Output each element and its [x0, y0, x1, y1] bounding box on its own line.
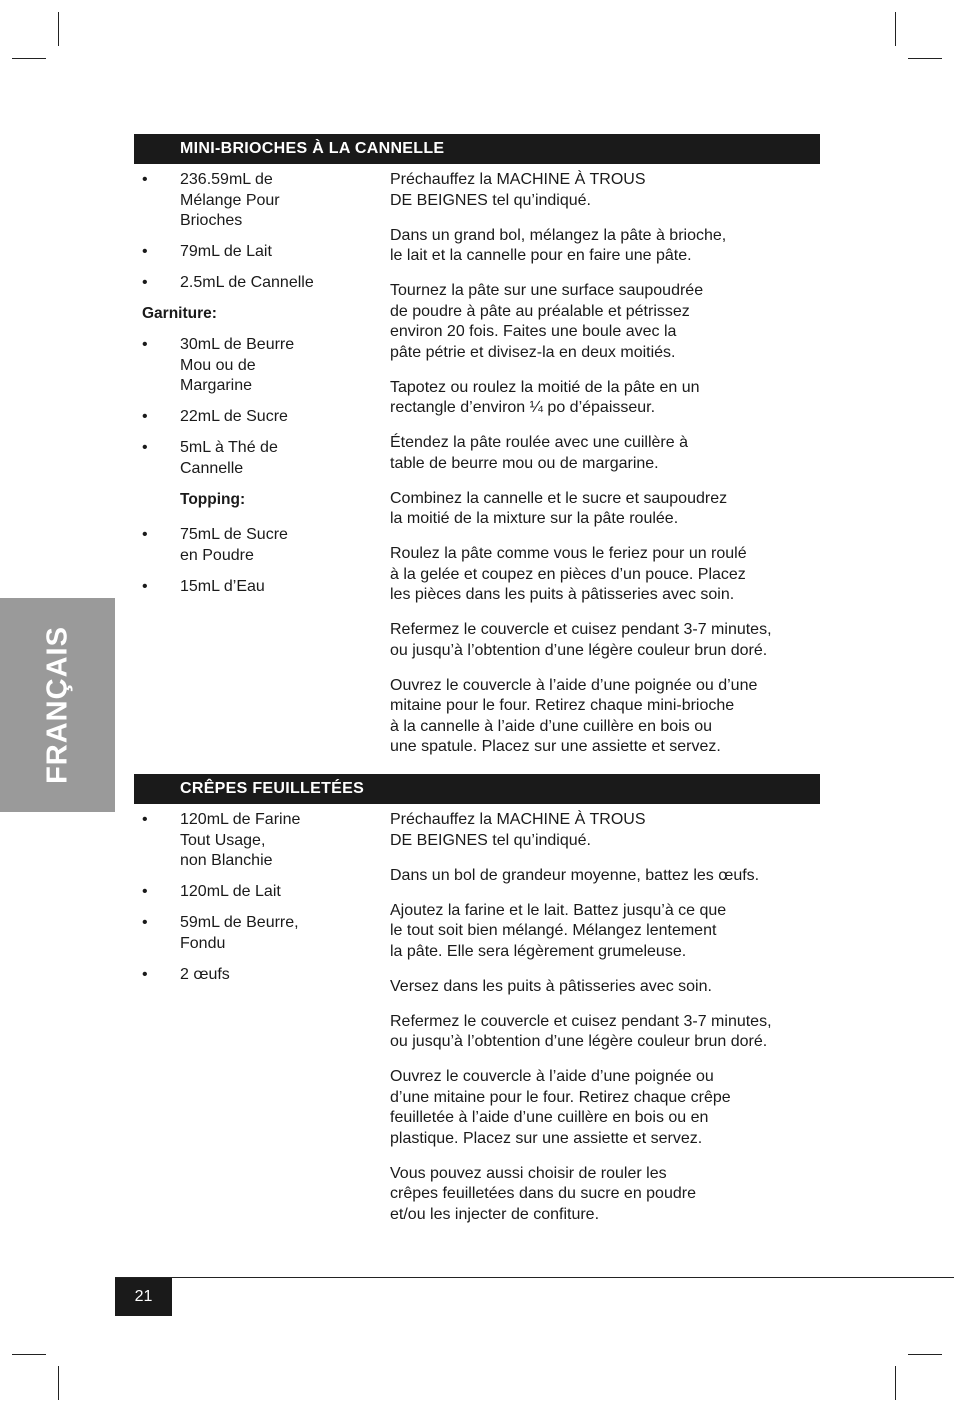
bullet-icon: •: [142, 883, 148, 900]
ingredient-text: 75mL de Sucre en Poudre: [180, 526, 288, 564]
topping-heading: Topping:: [180, 490, 246, 508]
ingredient-text: 236.59mL de Mélange Pour Brioches: [180, 171, 280, 229]
instruction-step: Ouvrez le couvercle à l’aide d’une poignée ou d’une mitaine pour le four. Retirez chaque mini-brioche à la cannelle à l’aide d’une cuillère en bois ou une spatule. Placez sur une assiette et servez.: [390, 676, 758, 755]
ingredient-text: 2.5mL de Cannelle: [180, 274, 314, 291]
bullet-icon: •: [142, 171, 148, 188]
instruction-step: Étendez la pâte roulée avec une cuillère à table de beurre mou ou de margarine.: [390, 434, 688, 472]
crop-mark: [895, 1366, 896, 1400]
bullet-icon: •: [142, 965, 148, 983]
bullet-icon: •: [142, 577, 148, 595]
ingredient-item: [142, 335, 372, 397]
ingredient-item: [142, 170, 372, 232]
instruction-step: Roulez la pâte comme vous le feriez pour un roulé à la gelée et coupez en pièces d’un pouce. Placez les pièces dans les puits à pâtisseries avec soin.: [390, 545, 747, 603]
instruction-step: Dans un bol de grandeur moyenne, battez les œufs.: [390, 866, 760, 884]
bullet-icon: •: [142, 914, 148, 931]
ingredient-text: 15mL d’Eau: [180, 577, 265, 595]
topping-list: [142, 525, 372, 597]
crop-mark: [58, 12, 59, 46]
instruction-step: Versez dans les puits à pâtisseries avec soin.: [390, 977, 712, 995]
ingredient-list: [142, 170, 372, 294]
ingredient-item: [142, 577, 372, 598]
ingredients-column: [142, 810, 372, 996]
instructions-column: [390, 170, 820, 772]
crop-mark: [895, 12, 896, 46]
bullet-icon: •: [142, 408, 148, 425]
recipe-title-bar: [134, 134, 820, 164]
recipe-title-bar: [134, 774, 820, 804]
crop-mark: [12, 1354, 46, 1355]
instruction-step: Tapotez ou roulez la moitié de la pâte en un rectangle d’environ ¼ po d’épaisseur.: [390, 378, 700, 416]
ingredient-text: 22mL de Sucre: [180, 408, 288, 425]
crop-mark: [908, 58, 942, 59]
instruction-step: Ouvrez le couvercle à l’aide d’une poignée ou d’une mitaine pour le four. Retirez chaque crêpe feuilletée à l’aide d’une cuillère en bois ou en plastique. Placez sur une assiette et servez.: [390, 1068, 731, 1147]
ingredient-text: 120mL de Farine Tout Usage, non Blanchie: [180, 811, 301, 869]
instruction-step: Préchauffez la MACHINE À TROUS DE BEIGNES tel qu’indiqué.: [390, 171, 646, 209]
ingredient-text: 79mL de Lait: [180, 243, 272, 260]
ingredient-item: [142, 273, 372, 294]
instruction-step: Refermez le couvercle et cuisez pendant 3-7 minutes, ou jusqu’à l’obtention d’une légère couleur brun doré.: [390, 1012, 772, 1050]
garniture-heading: Garniture:: [142, 305, 217, 322]
ingredient-item: [142, 407, 372, 428]
ingredient-item: [142, 965, 372, 986]
ingredient-item: [142, 810, 372, 872]
language-tab: [0, 598, 115, 812]
bullet-icon: •: [142, 274, 148, 291]
instruction-step: Ajoutez la farine et le lait. Battez jusqu’à ce que le tout soit bien mélangé. Mélangez lentement la pâte. Elle sera légèrement grumeleuse.: [390, 901, 727, 960]
instruction-step: Tournez la pâte sur une surface saupoudrée de poudre à pâte au préalable et pétrissez environ 20 fois. Faites une boule avec la pâte pétrie et divisez-la en deux moitiés.: [390, 282, 704, 361]
ingredient-text: 120mL de Lait: [180, 883, 281, 900]
bullet-icon: •: [142, 526, 148, 543]
recipe-title: CRÊPES FEUILLETÉES: [180, 780, 365, 797]
instruction-step: Combinez la cannelle et le sucre et saupoudrez la moitié de la mixture sur la pâte roulée.: [390, 489, 728, 527]
ingredient-text: 5mL à Thé de Cannelle: [180, 439, 278, 477]
bullet-icon: •: [142, 336, 148, 353]
instructions-column: [390, 810, 820, 1240]
ingredient-text: 2 œufs: [180, 965, 230, 983]
ingredient-item: [142, 438, 372, 479]
ingredient-text: 59mL de Beurre, Fondu: [180, 914, 299, 952]
ingredients-column: [142, 170, 372, 608]
crop-mark: [58, 1366, 59, 1400]
bullet-icon: •: [142, 243, 148, 260]
ingredient-item: [142, 525, 372, 566]
instruction-step: Vous pouvez aussi choisir de rouler les crêpes feuilletées dans du sucre en poudre et/ou les injecter de confiture.: [390, 1164, 696, 1223]
ingredient-text: 30mL de Beurre Mou ou de Margarine: [180, 336, 295, 394]
ingredient-list: [142, 810, 372, 985]
instruction-step: Dans un grand bol, mélangez la pâte à brioche, le lait et la cannelle pour en faire une pâte.: [390, 226, 727, 264]
page-number: 21: [115, 1278, 172, 1316]
garniture-list: [142, 335, 372, 479]
crop-mark: [12, 58, 46, 59]
language-tab-label: FRANÇAIS: [41, 626, 73, 784]
crop-mark: [908, 1354, 942, 1355]
ingredient-item: [142, 913, 372, 954]
bullet-icon: •: [142, 811, 148, 828]
ingredient-item: [142, 882, 372, 903]
ingredient-item: [142, 242, 372, 263]
instruction-step: Refermez le couvercle et cuisez pendant 3-7 minutes, ou jusqu’à l’obtention d’une légère couleur brun doré.: [390, 621, 772, 659]
instruction-step: Préchauffez la MACHINE À TROUS DE BEIGNES tel qu’indiqué.: [390, 811, 646, 849]
bullet-icon: •: [142, 439, 148, 456]
recipe-title: MINI-BRIOCHES À LA CANNELLE: [180, 140, 445, 157]
footer-rule: [115, 1277, 954, 1278]
